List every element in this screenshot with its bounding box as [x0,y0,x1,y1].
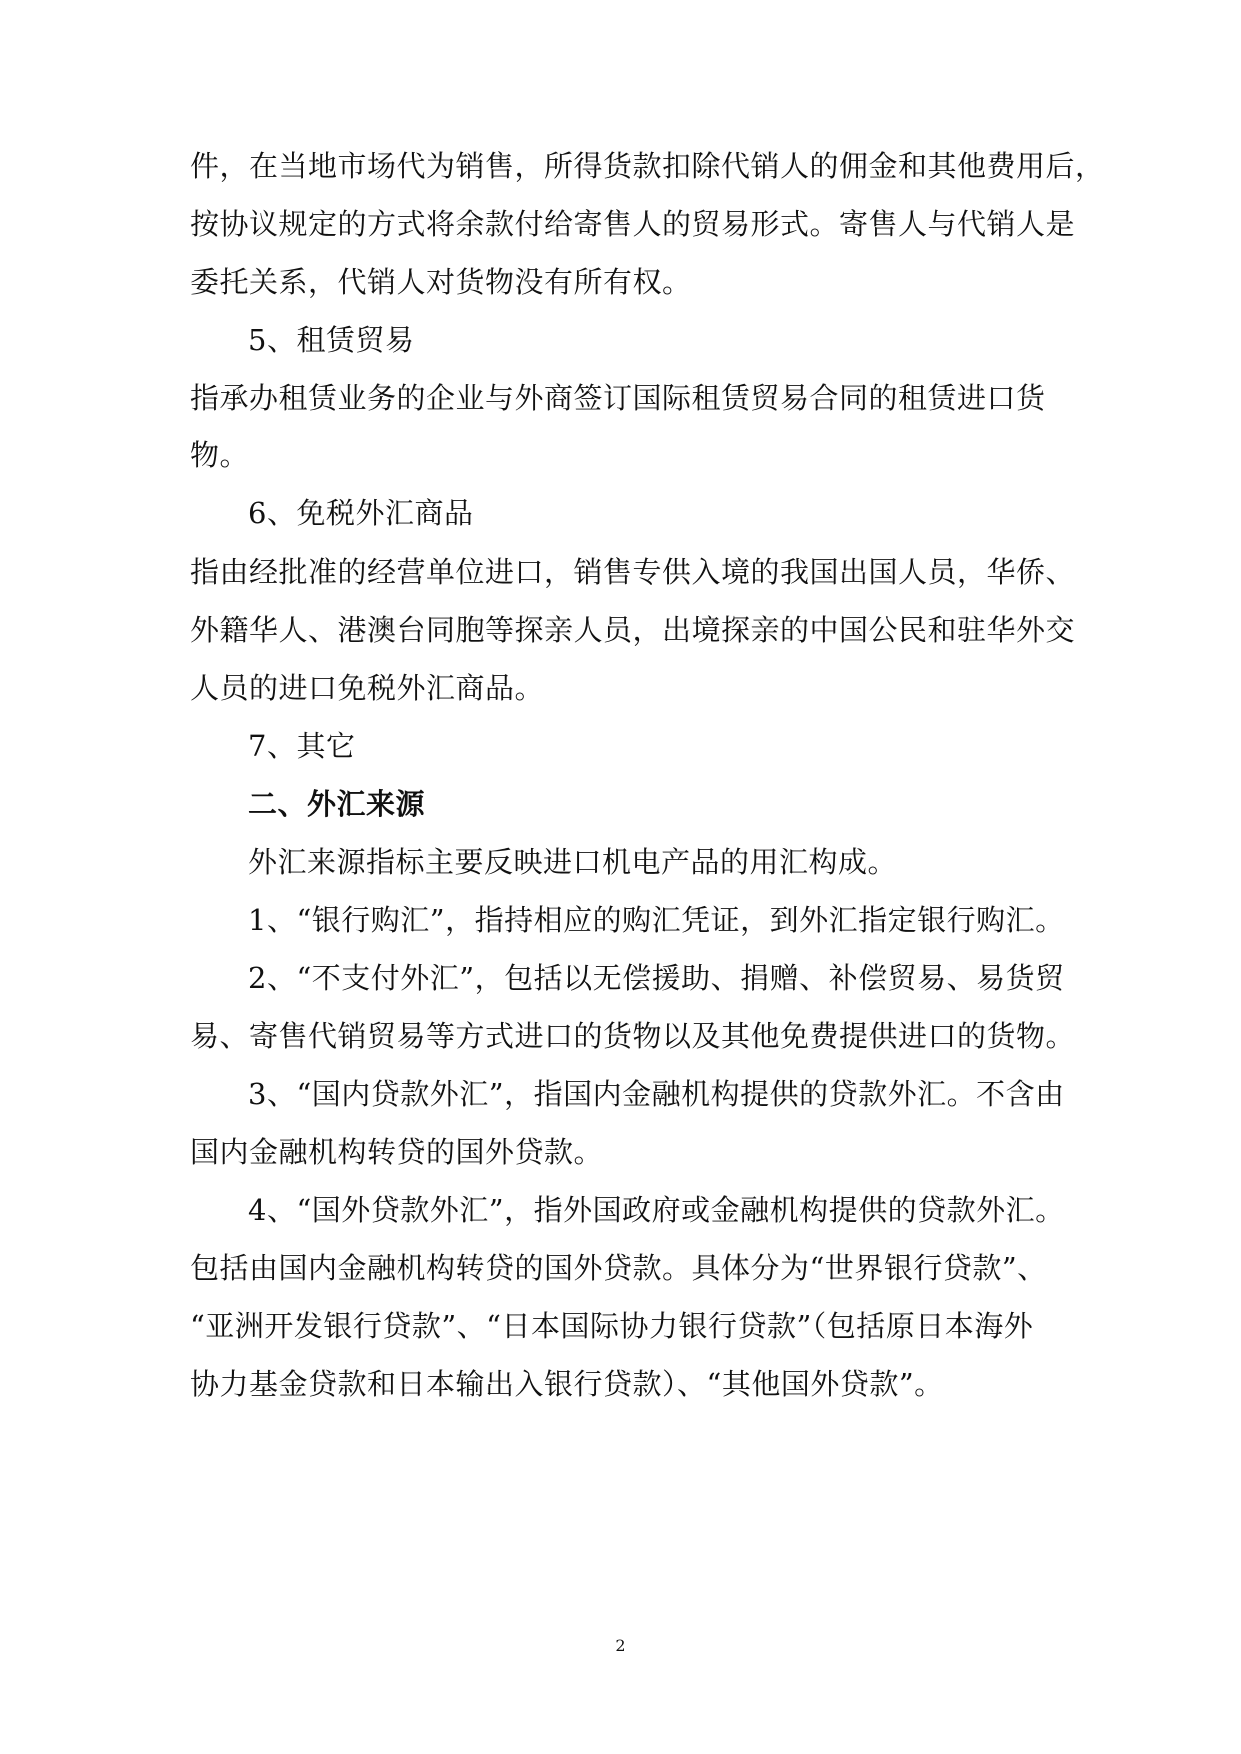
text-line: 外籍华人、港澳台同胞等探亲人员，出境探亲的中国公民和驻华外交 [190,613,1076,647]
text-line: 外汇来源指标主要反映进口机电产品的用汇构成。 [248,845,898,879]
page-number: 2 [615,1636,626,1655]
text-line: “亚洲开发银行贷款”、“日本国际协力银行贷款”（包括原日本海外 [190,1309,1034,1343]
text-line: 协力基金贷款和日本输出入银行贷款）、“其他国外贷款”。 [190,1367,944,1401]
text-line: 指由经批准的经营单位进口，销售专供入境的我国出国人员，华侨、 [190,555,1076,589]
list-heading: 5、租赁贸易 [248,323,415,357]
text-line: 按协议规定的方式将余款付给寄售人的贸易形式。寄售人与代销人是 [190,207,1076,241]
text-line: 指承办租赁业务的企业与外商签订国际租赁贸易合同的租赁进口货 [190,381,1046,415]
list-heading: 7、其它 [248,729,356,763]
text-line: 国内金融机构转贷的国外贷款。 [190,1135,604,1169]
text-line: 4、“国外贷款外汇”，指外国政府或金融机构提供的贷款外汇。 [248,1193,1065,1227]
text-line: 易、寄售代销贸易等方式进口的货物以及其他免费提供进口的货物。 [190,1019,1076,1053]
text-line: 人员的进口免税外汇商品。 [190,671,545,705]
text-line: 包括由国内金融机构转贷的国外贷款。具体分为“世界银行贷款”、 [190,1251,1047,1285]
text-line: 件，在当地市场代为销售，所得货款扣除代销人的佣金和其他费用后， [190,149,1105,183]
text-line: 3、“国内贷款外汇”，指国内金融机构提供的贷款外汇。不含由 [248,1077,1065,1111]
list-heading: 6、免税外汇商品 [248,496,474,530]
text-line: 委托关系，代销人对货物没有所有权。 [190,265,692,299]
text-line: 1、“银行购汇”，指持相应的购汇凭证，到外汇指定银行购汇。 [248,903,1065,937]
section-heading: 二、外汇来源 [248,787,426,821]
text-line: 物。 [190,438,250,472]
text-line: 2、“不支付外汇”，包括以无偿援助、捐赠、补偿贸易、易货贸 [248,961,1065,995]
